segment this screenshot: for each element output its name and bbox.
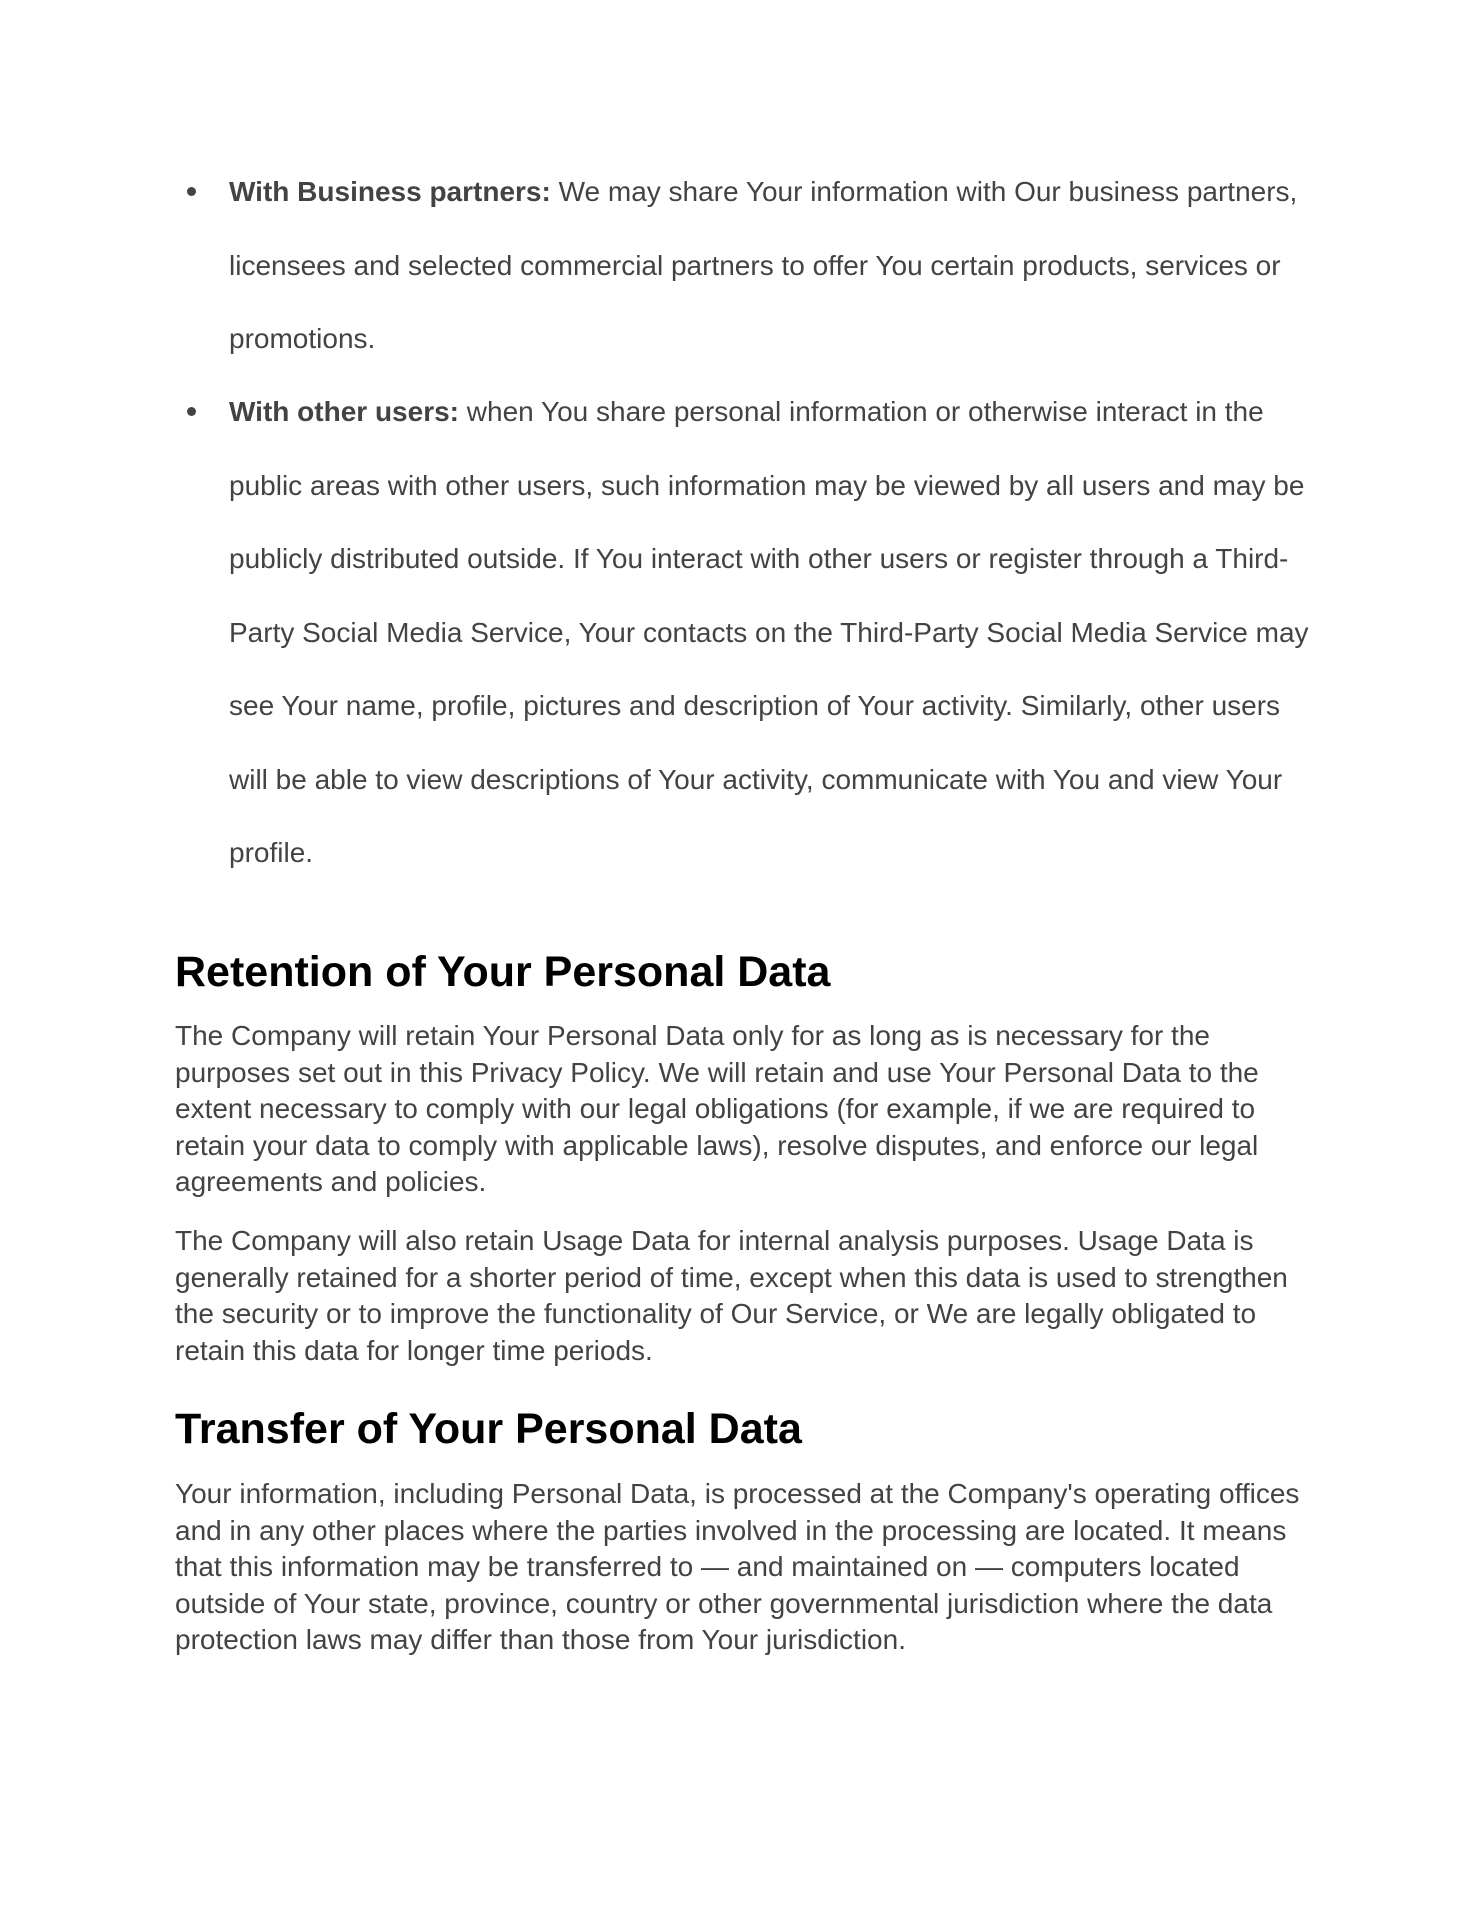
bullet-title: With Business partners:	[229, 176, 551, 207]
bullet-text: when You share personal information or otherwise interact in the public areas with other users, such information may be viewed by all users and may be publicly distributed outside. If You interact with other users or register through a Third-Party Social Media Service, Your contacts on the Third-Party Social Media Service may see Your name, profile, pictures and description of Your activity. Similarly, other users will be able to view descriptions of Your activity, communicate with You and view Your profile.	[229, 396, 1309, 868]
bullet-item-business-partners	[229, 155, 1309, 376]
transfer-heading: Transfer of Your Personal Data	[175, 1405, 802, 1453]
retention-paragraph: The Company will retain Your Personal Data only for as long as is necessary for the purposes set out in this Privacy Policy. We will retain and use Your Personal Data to the extent necessary to comply with our legal obligations (for example, if we are required to retain your data to comply with applicable laws), resolve disputes, and enforce our legal agreements and policies.	[175, 1020, 1259, 1197]
retention-heading: Retention of Your Personal Data	[175, 948, 831, 996]
transfer-paragraph: Your information, including Personal Data, is processed at the Company's operating offices and in any other places where the parties involved in the processing are located. It means that this information may be transferred to — and maintained on — computers located outside of Your state, province, country or other governmental jurisdiction where the data protection laws may differ than those from Your jurisdiction.	[175, 1478, 1300, 1655]
retention-paragraph: The Company will also retain Usage Data for internal analysis purposes. Usage Data is generally retained for a shorter period of time, except when this data is used to strengthen the security or to improve the functionality of Our Service, or We are legally obligated to retain this data for longer time periods.	[175, 1225, 1288, 1366]
bullet-dot-icon	[187, 407, 196, 416]
bullet-title: With other users:	[229, 396, 459, 427]
bullet-item-other-users	[229, 375, 1309, 890]
bullet-dot-icon	[187, 187, 196, 196]
bullet-text: We may share Your information with Our business partners, licensees and selected commercial partners to offer You certain products, services or promotions.	[229, 176, 1298, 354]
